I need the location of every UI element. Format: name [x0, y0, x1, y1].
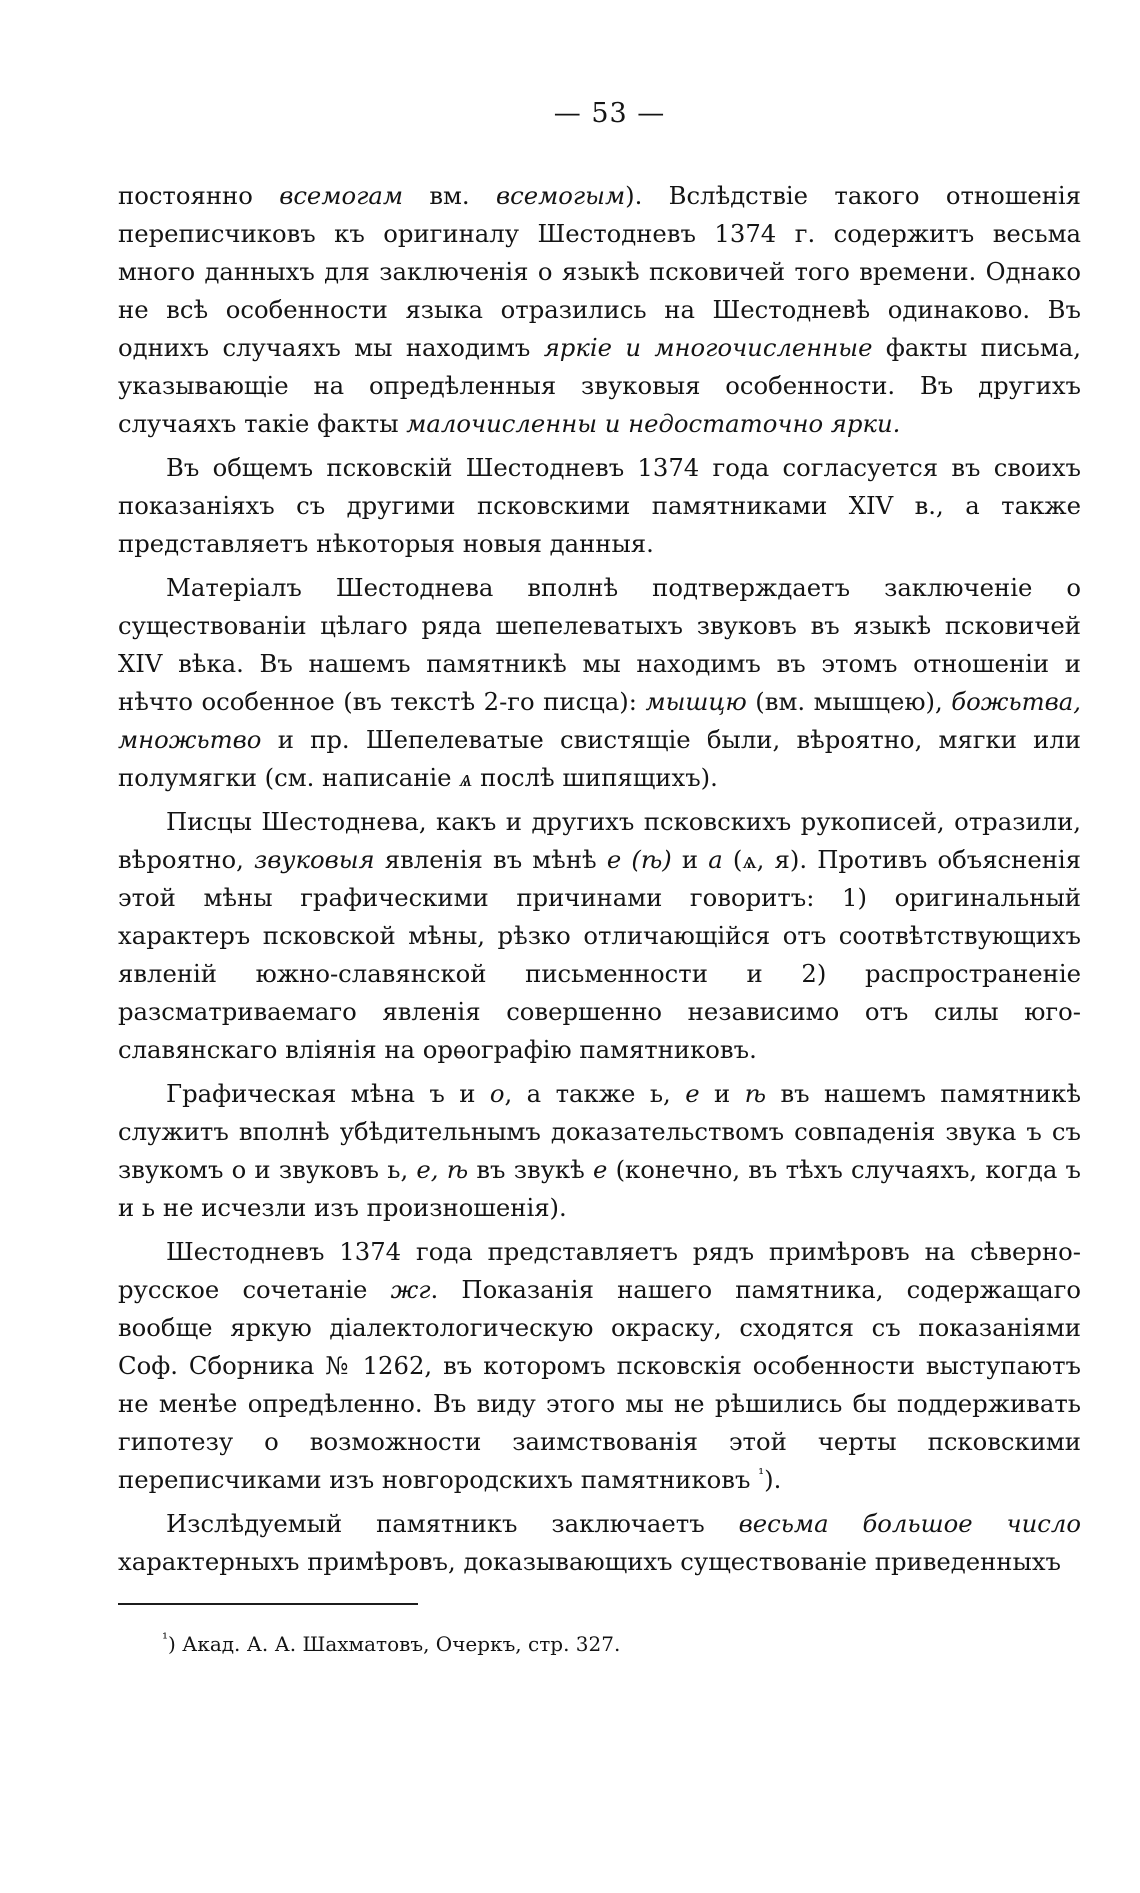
text-run: характерныхъ примѣровъ, доказывающихъ существованіе приведенныхъ: [118, 1547, 1061, 1576]
footnote: [118, 1629, 1081, 1659]
italic-text: божьтва, множьтво: [118, 687, 1081, 754]
italic-text: мышцю: [645, 687, 747, 716]
italic-text: ѣ: [744, 1079, 767, 1108]
text-run: и: [699, 1079, 745, 1108]
body-text: [118, 177, 1081, 1581]
italic-text: е: [592, 1155, 608, 1184]
text-run: Изслѣдуемый памятникъ заключаетъ: [166, 1509, 739, 1538]
paragraph: [118, 1233, 1081, 1499]
text-run: Въ общемъ псковскій Шестодневъ 1374 года согласуется въ своихъ показаніяхъ съ другими псковскими памятниками XIV в., а также представляетъ нѣкоторыя новыя данныя.: [118, 453, 1081, 558]
italic-text: звуковыя: [253, 845, 375, 874]
text-run: Писцы Шестоднева, какъ и другихъ псковскихъ рукописей, отразили, вѣроятно,: [118, 807, 1081, 874]
italic-text: ѧ: [459, 763, 473, 792]
text-run: послѣ шипящихъ).: [472, 763, 718, 792]
text-run: (ѧ, я). Противъ объясненія этой мѣны графическими причинами говоритъ: 1) оригинальный характеръ псковской мѣны, рѣзко отличающійся отъ соотвѣтствующихъ явленій южно-славянской письменности и 2) распространеніе разсматриваемаго явленія совершенно независимо отъ силы юго-славянскаго вліянія на орѳографію памятниковъ.: [118, 845, 1081, 1064]
italic-text: о: [489, 1079, 505, 1108]
text-run: и: [671, 845, 709, 874]
paragraph: [118, 803, 1081, 1069]
italic-text: всемогым: [496, 181, 626, 210]
text-run: факты письма, указывающіе на опредѣленныя звуковыя особенности. Въ другихъ случаяхъ такіе факты: [118, 333, 1081, 438]
italic-text: е, ѣ: [416, 1155, 469, 1184]
italic-text: е: [685, 1079, 700, 1108]
text-run: . Показанія нашего памятника, содержащаго вообще яркую діалектологическую окраску, сходятся съ показаніями Соф. Сборника № 1262, въ которомъ псковскія особенности выступаютъ не менѣе опредѣленно. Въ виду этого мы не рѣшились бы поддерживать гипотезу о возможности заимствованія этой черты псковскими переписчиками изъ новгородскихъ памятниковъ: [118, 1275, 1081, 1494]
text-run: въ нашемъ памятникѣ служитъ вполнѣ убѣдительнымъ доказательствомъ совпаденія звука ъ съ звукомъ о и звуковъ ь,: [118, 1079, 1081, 1184]
footnote-reference: ¹: [758, 1464, 765, 1483]
italic-text: а: [708, 845, 723, 874]
italic-text: е (ѣ): [606, 845, 672, 874]
italic-text: яркіе и многочисленные: [543, 333, 873, 362]
text-run: Шестодневъ 1374 года представляетъ рядъ примѣровъ на сѣверно-русское сочетаніе: [118, 1237, 1081, 1304]
text-run: и пр. Шепелеватые свистящіе были, вѣроятно, мягки или полумягки (см. написаніе: [118, 725, 1081, 792]
paragraph: [118, 569, 1081, 797]
text-run: вм.: [403, 181, 496, 210]
text-run: Матеріалъ Шестоднева вполнѣ подтверждаетъ заключеніе о существованіи цѣлаго ряда шепелеватыхъ звуковъ въ языкѣ псковичей XIV вѣка. Въ нашемъ памятникѣ мы находимъ въ этомъ отношеніи и нѣчто особенное (въ текстѣ 2-го писца):: [118, 573, 1081, 716]
page-number: — 53 —: [553, 98, 666, 129]
italic-text: весьма большое число: [738, 1509, 1081, 1538]
footnote-text: ) Акад. А. А. Шахматовъ, Очеркъ, стр. 327.: [168, 1632, 621, 1656]
footnote-divider: [118, 1603, 418, 1605]
text-run: въ звукѣ: [468, 1155, 593, 1184]
text-run: Графическая мѣна ъ и: [166, 1079, 490, 1108]
paragraph: [118, 1075, 1081, 1227]
footnote-marker: ¹: [162, 1629, 169, 1648]
text-run: ).: [764, 1465, 782, 1494]
paragraph: [118, 177, 1081, 443]
text-run: ). Вслѣдствіе такого отношенія переписчиковъ къ оригиналу Шестодневъ 1374 г. содержитъ весьма много данныхъ для заключенія о языкѣ псковичей того времени. Однако не всѣ особенности языка отразились на Шестодневѣ одинаково. Въ однихъ случаяхъ мы находимъ: [118, 181, 1081, 362]
text-run: , а также ь,: [504, 1079, 686, 1108]
italic-text: всемогам: [279, 181, 403, 210]
text-run: явленія въ мѣнѣ: [374, 845, 607, 874]
italic-text: жг: [390, 1275, 431, 1304]
paragraph: [118, 1505, 1081, 1581]
text-run: постоянно: [118, 181, 280, 210]
paragraph: [118, 449, 1081, 563]
italic-text: малочисленны и недостаточно ярки.: [406, 409, 901, 438]
text-run: (конечно, въ тѣхъ случаяхъ, когда ъ и ь не исчезли изъ произношенія).: [118, 1155, 1082, 1222]
document-page: [118, 98, 1081, 1659]
text-run: (вм. мышцею),: [746, 687, 952, 716]
